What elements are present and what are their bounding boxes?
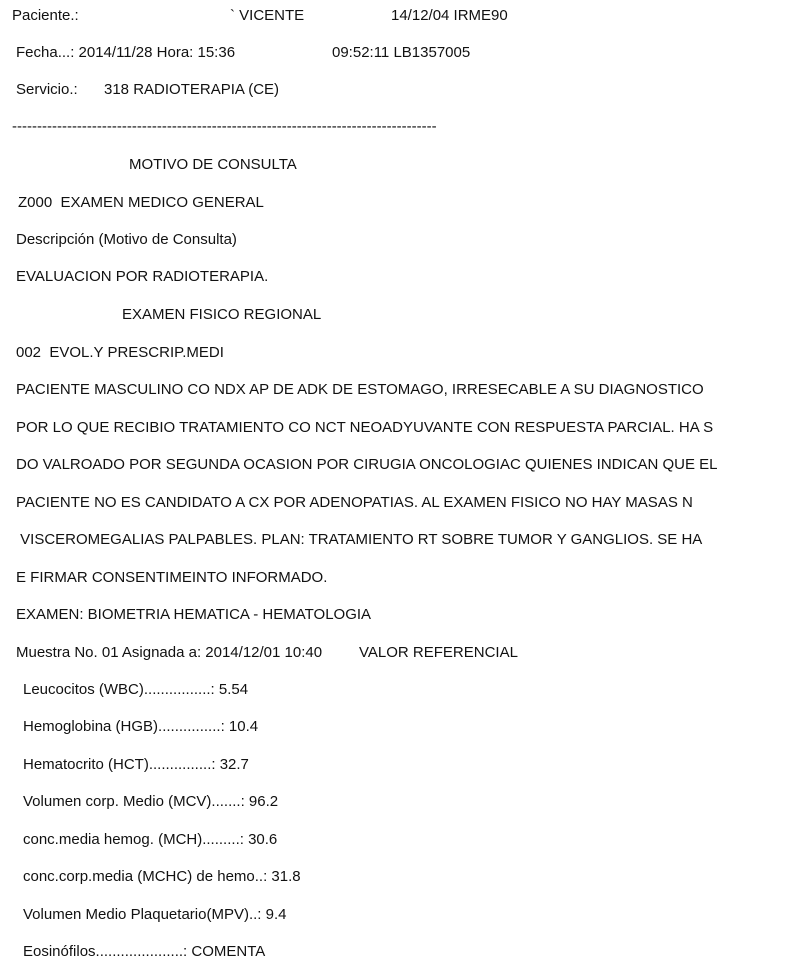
examen-fisico-heading: EXAMEN FISICO REGIONAL [122, 306, 322, 323]
consulta-desc-label: Descripción (Motivo de Consulta) [16, 231, 237, 248]
clinical-text-line: PACIENTE NO ES CANDIDATO A CX POR ADENOPATIAS. AL EXAMEN FISICO NO HAY MASAS N [16, 494, 693, 511]
service-label: Servicio.: [16, 81, 78, 98]
lab-result-row: Hemoglobina (HGB)...............: 10.4 [23, 718, 259, 735]
service-value: 318 RADIOTERAPIA (CE) [104, 81, 280, 98]
consulta-code: Z000 EXAMEN MEDICO GENERAL [18, 194, 264, 211]
examen-fisico-code: 002 EVOL.Y PRESCRIP.MEDI [16, 344, 224, 361]
clinical-text-line: VISCEROMEGALIAS PALPABLES. PLAN: TRATAMIENTO RT SOBRE TUMOR Y GANGLIOS. SE HA [16, 531, 703, 548]
separator-line: ------------------------------------------------------------------------------------- [12, 118, 437, 135]
lab-result-row: Leucocitos (WBC)................: 5.54 [23, 681, 249, 698]
date-line: Fecha...: 2014/11/28 Hora: 15:36 [16, 44, 236, 61]
patient-label: Paciente.: [12, 7, 79, 24]
patient-code: 14/12/04 IRME90 [391, 7, 508, 24]
lab-ref-label: VALOR REFERENCIAL [359, 644, 518, 661]
consulta-desc-value: EVALUACION POR RADIOTERAPIA. [16, 268, 269, 285]
clinical-text-line: DO VALROADO POR SEGUNDA OCASION POR CIRUGIA ONCOLOGIAC QUIENES INDICAN QUE EL [16, 456, 718, 473]
patient-name: ` VICENTE [230, 7, 305, 24]
lab-result-row: conc.corp.media (MCHC) de hemo..: 31.8 [23, 868, 301, 885]
clinical-text-line: POR LO QUE RECIBIO TRATAMIENTO CO NCT NEOADYUVANTE CON RESPUESTA PARCIAL. HA S [16, 419, 714, 436]
lab-result-row: Volumen corp. Medio (MCV).......: 96.2 [23, 793, 279, 810]
clinical-text-line: E FIRMAR CONSENTIMEINTO INFORMADO. [16, 569, 328, 586]
lab-result-row: Eosinófilos.....................: COMENTA [23, 943, 266, 960]
clinical-text-line: PACIENTE MASCULINO CO NDX AP DE ADK DE ESTOMAGO, IRRESECABLE A SU DIAGNOSTICO [16, 381, 704, 398]
lab-result-row: Hematocrito (HCT)...............: 32.7 [23, 756, 249, 773]
lab-exam-title: EXAMEN: BIOMETRIA HEMATICA - HEMATOLOGIA [16, 606, 372, 623]
lab-sample-line: Muestra No. 01 Asignada a: 2014/12/01 10:40 [16, 644, 323, 661]
consulta-heading: MOTIVO DE CONSULTA [129, 156, 297, 173]
time-code: 09:52:11 LB1357005 [332, 44, 471, 61]
lab-result-row: conc.media hemog. (MCH).........: 30.6 [23, 831, 278, 848]
lab-result-row: Volumen Medio Plaquetario(MPV)..: 9.4 [23, 906, 287, 923]
